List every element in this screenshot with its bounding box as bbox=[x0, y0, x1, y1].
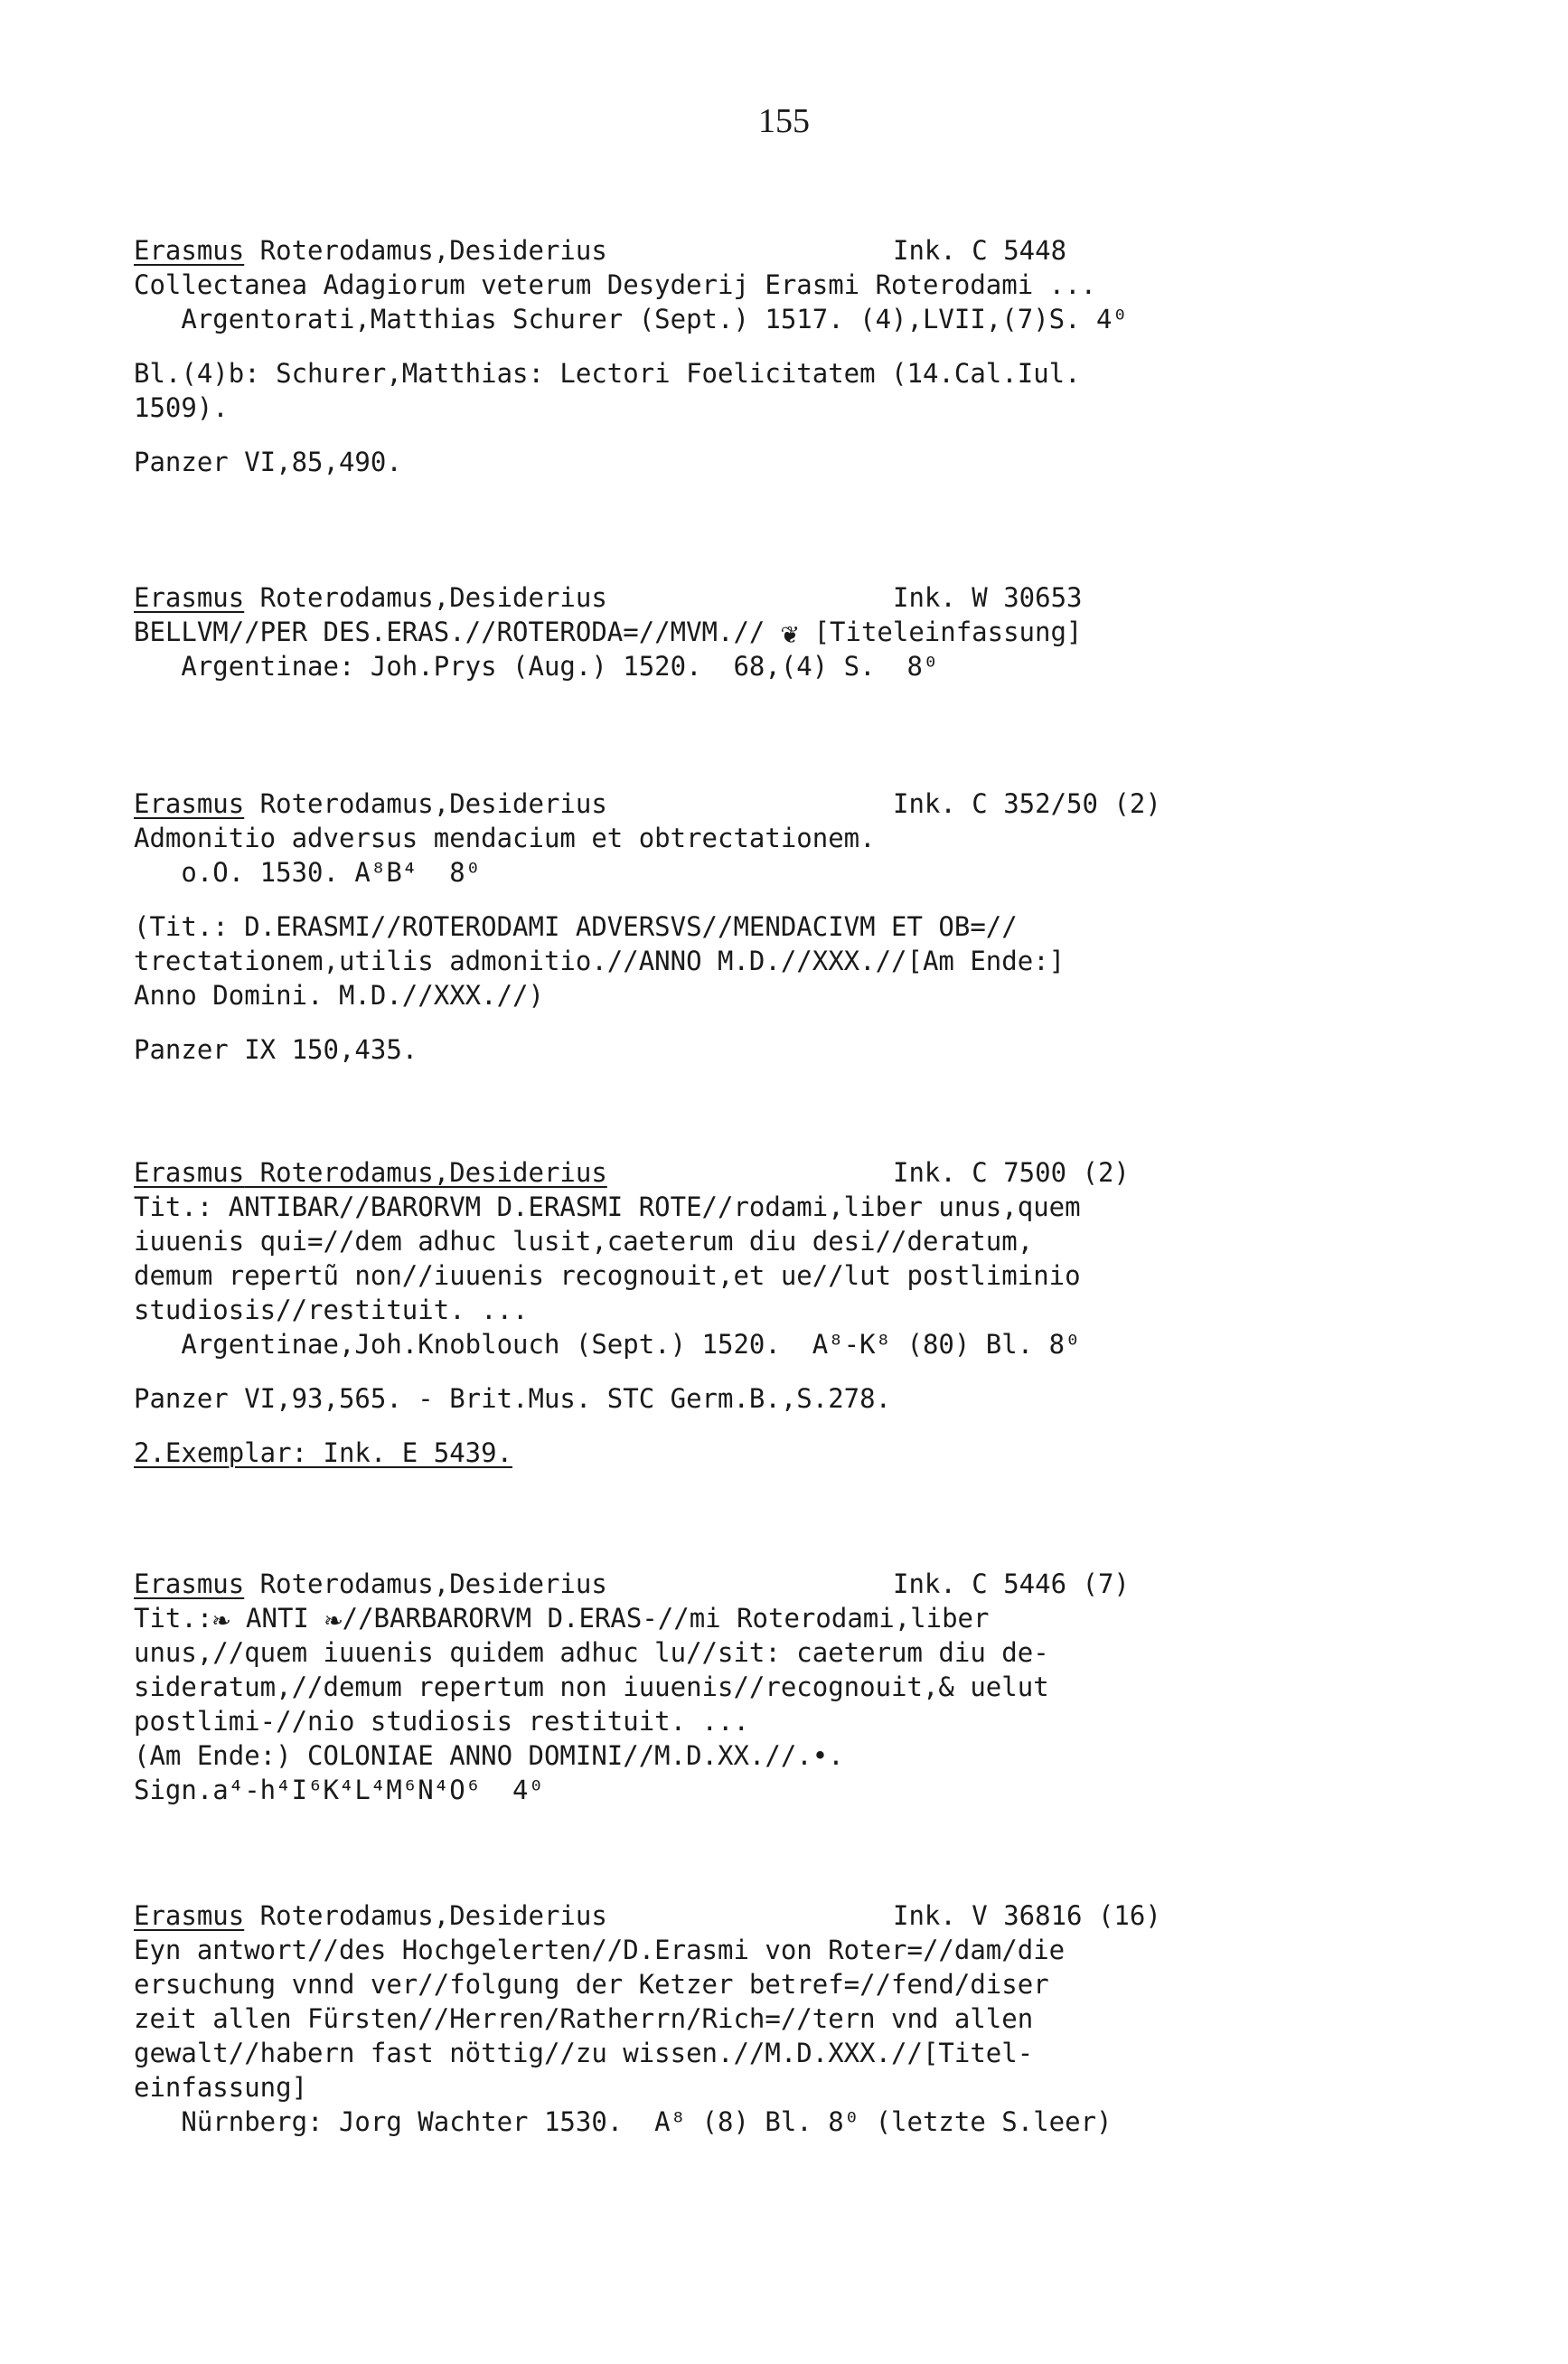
spacer bbox=[134, 1416, 1309, 1436]
entry-line: 1509). bbox=[134, 392, 229, 423]
entry-header bbox=[134, 580, 1309, 615]
catalog-entry bbox=[134, 1155, 1309, 1470]
catalog-entry bbox=[134, 786, 1309, 1067]
entry-line: Tit.: ANTIBAR//BARORVM D.ERASMI ROTE//rodami,liber unus,quem bbox=[134, 1191, 1081, 1222]
entry-line: Argentinae: Joh.Prys (Aug.) 1520. 68,(4) S. 8⁰ bbox=[134, 651, 939, 682]
entry-line: postlimi-//nio studiosis restituit. ... bbox=[134, 1706, 749, 1737]
leaf-ornament-icon: ❦ bbox=[780, 616, 799, 650]
catalog-entry bbox=[134, 1567, 1309, 1807]
entry-line: Sign.a⁴-h⁴I⁶K⁴L⁴M⁶N⁴O⁶ 4⁰ bbox=[134, 1775, 544, 1805]
author-surname: Erasmus bbox=[134, 1157, 245, 1188]
author-forename: Roterodamus,Desiderius bbox=[244, 582, 607, 613]
entry-line: Panzer VI,93,565. - Brit.Mus. STC Germ.B.,S.278. bbox=[134, 1383, 892, 1414]
author-forename: Roterodamus,Desiderius bbox=[244, 1568, 607, 1599]
author-surname: Erasmus bbox=[134, 788, 245, 819]
entry-line: studiosis//restituit. ... bbox=[134, 1295, 529, 1325]
entry-line: (Am Ende:) COLONIAE ANNO DOMINI//M.D.XX.//.•. bbox=[134, 1740, 844, 1771]
entry-line: o.O. 1530. A⁸B⁴ 8⁰ bbox=[134, 857, 482, 888]
entry-line: Admonitio adversus mendacium et obtrectationem. bbox=[134, 823, 876, 853]
entry-line: zeit allen Fürsten//Herren/Ratherrn/Rich=//tern vnd allen bbox=[134, 2003, 1034, 2034]
shelf-signature: Ink. C 7500 (2) bbox=[893, 1157, 1130, 1188]
shelf-signature: Ink. C 5448 bbox=[893, 235, 1067, 266]
entry-text: BELLVM//PER DES.ERAS.//ROTERODA=//MVM.// bbox=[134, 617, 781, 647]
entry-text: //BARBARORVM D.ERAS-//mi Roterodami,liber bbox=[342, 1603, 990, 1634]
entry-line: Panzer IX 150,435. bbox=[134, 1034, 418, 1065]
entry-text: [Titeleinfassung] bbox=[798, 617, 1083, 647]
spacer bbox=[134, 425, 1309, 445]
entry-header bbox=[134, 233, 1309, 268]
entry-line: Argentinae,Joh.Knoblouch (Sept.) 1520. A⁸-K⁸ (80) Bl. 8⁰ bbox=[134, 1329, 1081, 1360]
entry-line: Nürnberg: Jorg Wachter 1530. A⁸ (8) Bl. 8⁰ (letzte S.leer) bbox=[134, 2106, 1113, 2137]
entry-header bbox=[134, 786, 1309, 821]
author-forename: Roterodamus,Desiderius bbox=[244, 1157, 607, 1188]
author-forename: Roterodamus,Desiderius bbox=[244, 1900, 607, 1931]
entry-line: Argentorati,Matthias Schurer (Sept.) 1517. (4),LVII,(7)S. 4⁰ bbox=[134, 304, 1128, 334]
entry-line: sideratum,//demum repertum non iuuenis//recognouit,& uelut bbox=[134, 1672, 1049, 1702]
author-forename: Roterodamus,Desiderius bbox=[244, 235, 607, 266]
entry-line: trectationem,utilis admonitio.//ANNO M.D.//XXX.//[Am Ende:] bbox=[134, 946, 1066, 976]
entry-header bbox=[134, 1567, 1309, 1601]
spacer bbox=[134, 890, 1309, 909]
flourish-ornament-icon: ❧ bbox=[324, 1602, 343, 1636]
author-surname: Erasmus bbox=[134, 1568, 245, 1599]
entry-line: iuuenis qui=//dem adhuc lusit,caeterum diu desi//deratum, bbox=[134, 1226, 1034, 1257]
entry-line: demum repertũ non//iuuenis recognouit,et ue//lut postliminio bbox=[134, 1260, 1081, 1291]
entry-line: Panzer VI,85,490. bbox=[134, 447, 402, 477]
entry-text: Tit.: bbox=[134, 1603, 213, 1634]
spacer bbox=[134, 1012, 1309, 1032]
shelf-signature: Ink. V 36816 (16) bbox=[893, 1900, 1161, 1931]
entry-line: Bl.(4)b: Schurer,Matthias: Lectori Foelicitatem (14.Cal.Iul. bbox=[134, 358, 1081, 389]
entry-line: Eyn antwort//des Hochgelerten//D.Erasmi von Roter=//dam/die bbox=[134, 1935, 1066, 1965]
page-number: 155 bbox=[758, 102, 810, 140]
shelf-signature: Ink. C 352/50 (2) bbox=[893, 788, 1161, 819]
catalog-entry bbox=[134, 580, 1309, 683]
author-surname: Erasmus bbox=[134, 1900, 245, 1931]
flourish-ornament-icon: ❧ bbox=[212, 1602, 230, 1636]
author-forename: Roterodamus,Desiderius bbox=[244, 788, 607, 819]
catalog-entry bbox=[134, 1898, 1309, 2139]
entry-header bbox=[134, 1898, 1309, 1933]
shelf-signature: Ink. C 5446 (7) bbox=[893, 1568, 1130, 1599]
entry-line: ersuchung vnnd ver//folgung der Ketzer betref=//fend/diser bbox=[134, 1969, 1049, 2000]
entry-line bbox=[134, 615, 1309, 649]
entry-header bbox=[134, 1155, 1309, 1190]
entry-text: ANTI bbox=[230, 1603, 325, 1634]
entry-line: gewalt//habern fast nöttig//zu wissen.//M.D.XXX.//[Titel- bbox=[134, 2038, 1034, 2068]
entry-line: Anno Domini. M.D.//XXX.//) bbox=[134, 980, 544, 1011]
entry-line: (Tit.: D.ERASMI//ROTERODAMI ADVERSVS//MENDACIVM ET OB=// bbox=[134, 911, 1018, 942]
author-surname: Erasmus bbox=[134, 235, 245, 266]
shelf-signature: Ink. W 30653 bbox=[893, 582, 1083, 613]
entry-line: einfassung] bbox=[134, 2072, 308, 2103]
spacer bbox=[134, 336, 1309, 356]
entry-line: Collectanea Adagiorum veterum Desyderij Erasmi Roterodami ... bbox=[134, 269, 1097, 300]
entry-line bbox=[134, 1601, 1309, 1635]
spacer bbox=[134, 1361, 1309, 1381]
second-copy-note: 2.Exemplar: Ink. E 5439. bbox=[134, 1437, 513, 1468]
catalog-entry bbox=[134, 233, 1309, 479]
author-surname: Erasmus bbox=[134, 582, 245, 613]
entry-line: unus,//quem iuuenis quidem adhuc lu//sit: caeterum diu de- bbox=[134, 1637, 1049, 1668]
